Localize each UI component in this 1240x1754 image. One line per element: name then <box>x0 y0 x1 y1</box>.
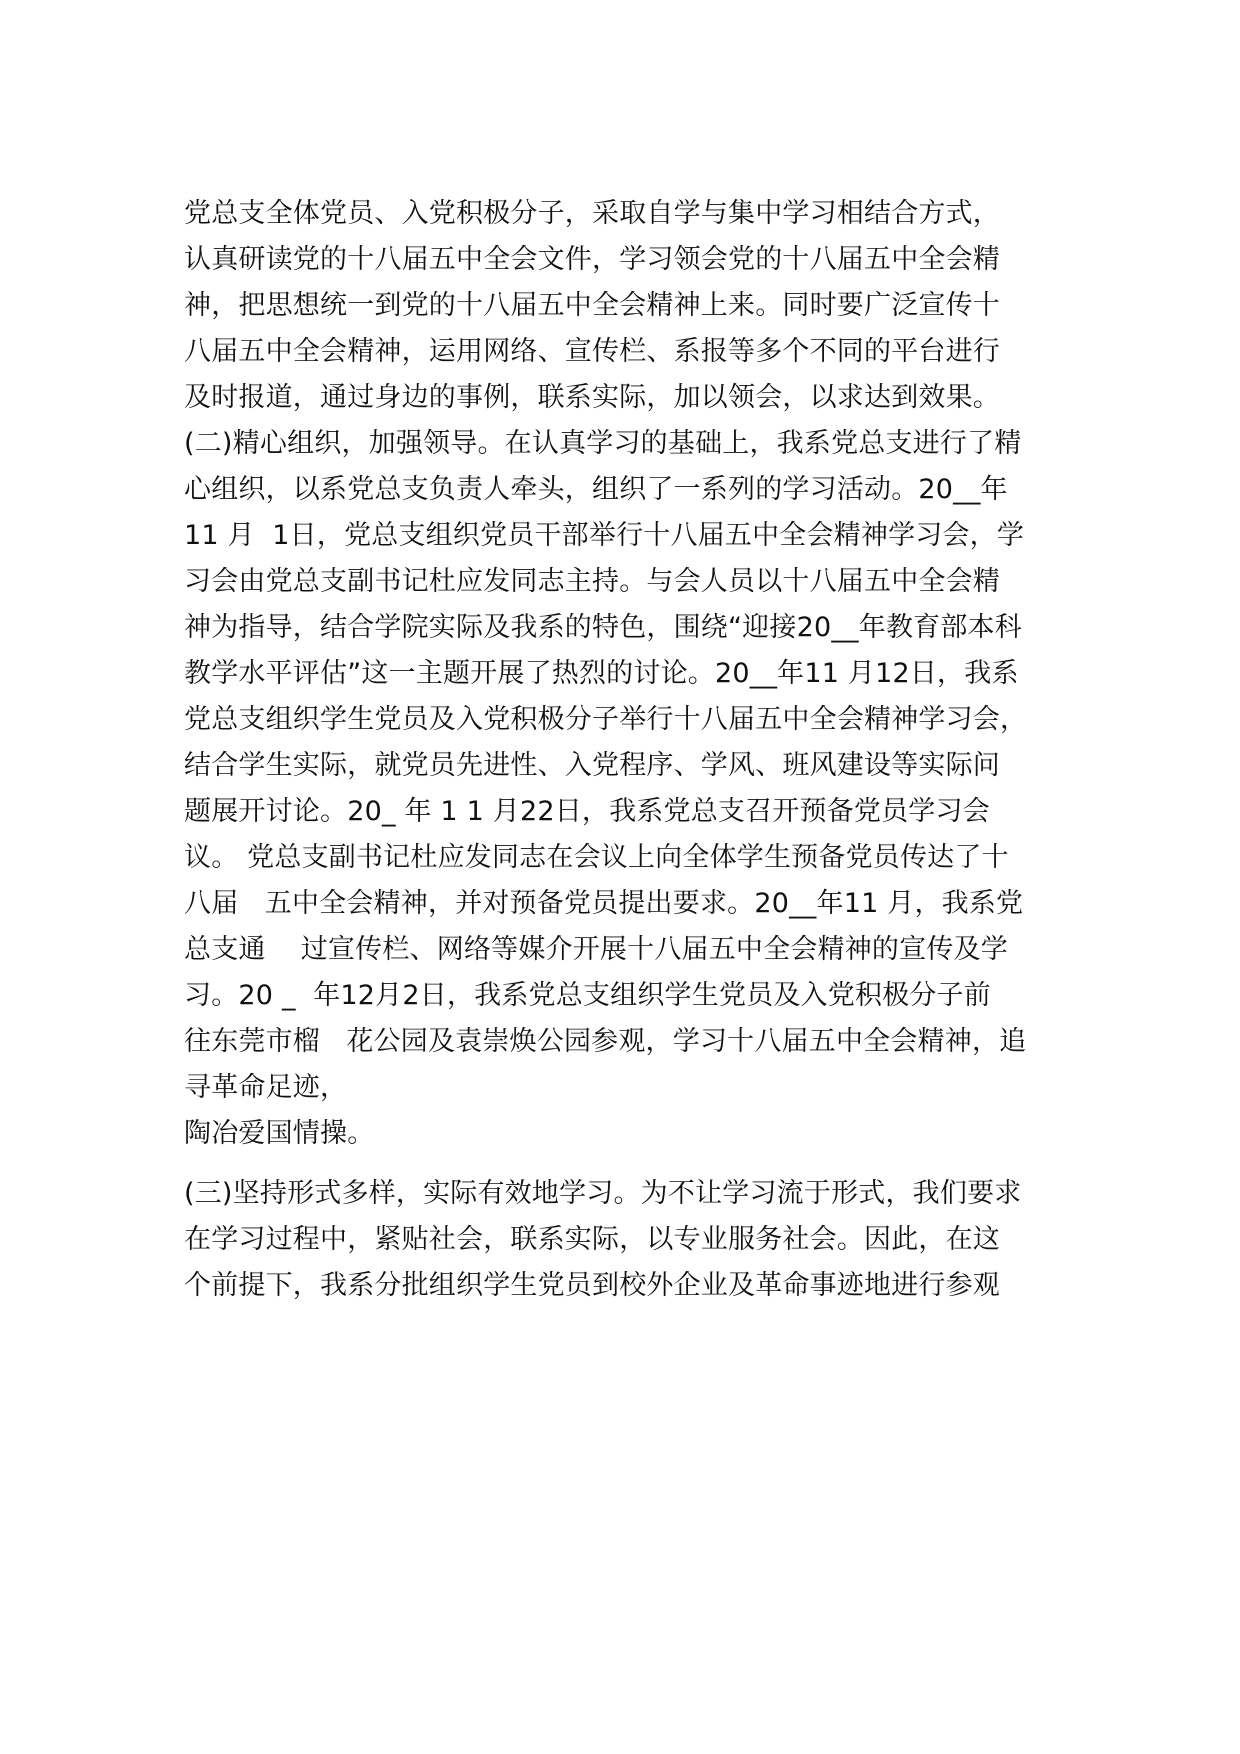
text-line: 题展开讨论。20_ 年 1 1 月22日，我系党总支召开预备党员学习会 <box>184 796 990 827</box>
text-line: 党总支全体党员、入党积极分子，采取自学与集中学习相结合方式， <box>184 198 1000 229</box>
text-line: 寻革命足迹， <box>184 1072 348 1103</box>
text-line: 总支通 过宣传栏、网络等媒介开展十八届五中全会精神的宣传及学 <box>184 934 1008 965</box>
text-line: 八届 五中全会精神，并对预备党员提出要求。20__年11 月，我系党 <box>184 888 1024 919</box>
text-line: 议。 党总支副书记杜应发同志在会议上向全体学生预备党员传达了十 <box>184 842 1009 873</box>
text-line: 结合学生实际，就党员先进性、入党程序、学风、班风建设等实际问 <box>184 750 1000 781</box>
text-line: 在学习过程中，紧贴社会，联系实际，以专业服务社会。因此，在这 <box>184 1224 1000 1255</box>
text-line: 神，把思想统一到党的十八届五中全会精神上来。同时要广泛宣传十 <box>184 290 1000 321</box>
text-line: 教学水平评估”这一主题开展了热烈的讨论。20__年11 月12日，我系 <box>184 658 1019 689</box>
text-line: 习会由党总支副书记杜应发同志主持。与会人员以十八届五中全会精 <box>184 566 1000 597</box>
text-line: 及时报道，通过身边的事例，联系实际，加以领会，以求达到效果。 <box>184 382 1000 413</box>
text-line: 陶冶爱国情操。 <box>184 1118 375 1149</box>
text-line: 党总支组织学生党员及入党积极分子举行十八届五中全会精神学习会， <box>184 704 1028 735</box>
text-line: 11 月 1日，党总支组织党员干部举行十八届五中全会精神学习会，学 <box>184 520 1025 551</box>
text-line: 八届五中全会精神，运用网络、宣传栏、系报等多个不同的平台进行 <box>184 336 1000 367</box>
text-line: (三)坚持形式多样，实际有效地学习。为不让学习流于形式，我们要求 <box>184 1178 1022 1209</box>
text-line: 习。20 _ 年12月2日，我系党总支组织学生党员及入党积极分子前 <box>184 980 991 1011</box>
text-line: 个前提下，我系分批组织学生党员到校外企业及革命事迹地进行参观 <box>184 1270 1000 1301</box>
text-line: 心组织，以系党总支负责人牵头，组织了一系列的学习活动。20__年 <box>184 474 1008 505</box>
text-line: 往东莞市榴 花公园及袁崇焕公园参观，学习十八届五中全会精神，追 <box>184 1026 1027 1057</box>
text-line: 认真研读党的十八届五中全会文件，学习领会党的十八届五中全会精 <box>184 244 1000 275</box>
text-line: (二)精心组织，加强领导。在认真学习的基础上，我系党总支进行了精 <box>184 428 1022 459</box>
text-line: 神为指导，结合学院实际及我系的特色，围绕“迎接20__年教育部本科 <box>184 612 1022 643</box>
